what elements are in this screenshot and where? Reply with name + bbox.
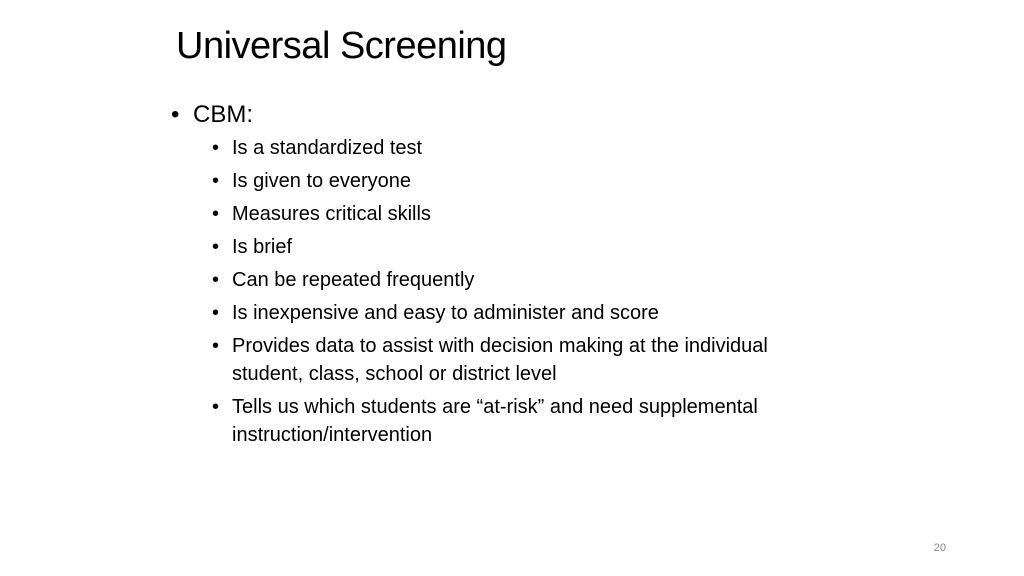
list-item bbox=[212, 332, 791, 388]
bullet-icon: • bbox=[171, 101, 180, 128]
list-item-text: Is given to everyone bbox=[232, 170, 411, 192]
bullet-icon: • bbox=[212, 203, 220, 225]
list-item bbox=[212, 200, 791, 228]
list-item-text: Measures critical skills bbox=[232, 203, 431, 225]
list-item-text: Tells us which students are “at-risk” and need supplemental instruction/intervention bbox=[232, 396, 758, 446]
list-item bbox=[212, 393, 791, 449]
page-number: 20 bbox=[933, 542, 946, 554]
main-bullet-item bbox=[171, 98, 791, 132]
list-item-text: Provides data to assist with decision making at the individual student, class, school or district level bbox=[232, 335, 768, 385]
list-item-text: Is brief bbox=[232, 236, 293, 258]
list-item bbox=[212, 266, 791, 294]
main-bullet-text: CBM: bbox=[193, 101, 253, 128]
list-item bbox=[212, 167, 791, 195]
list-item-text: Is a standardized test bbox=[232, 137, 423, 159]
list-item bbox=[212, 134, 791, 162]
slide-body bbox=[171, 98, 791, 454]
bullet-icon: • bbox=[212, 335, 220, 357]
bullet-icon: • bbox=[212, 269, 220, 291]
bullet-icon: • bbox=[212, 236, 220, 258]
list-item bbox=[212, 233, 791, 261]
slide-title: Universal Screening bbox=[176, 25, 507, 67]
bullet-icon: • bbox=[212, 302, 220, 324]
list-item-text: Can be repeated frequently bbox=[232, 269, 475, 291]
list-item bbox=[212, 299, 791, 327]
list-item-text: Is inexpensive and easy to administer and score bbox=[232, 302, 659, 324]
sub-bullet-list bbox=[171, 134, 791, 449]
bullet-icon: • bbox=[212, 137, 220, 159]
bullet-icon: • bbox=[212, 396, 220, 418]
bullet-icon: • bbox=[212, 170, 220, 192]
